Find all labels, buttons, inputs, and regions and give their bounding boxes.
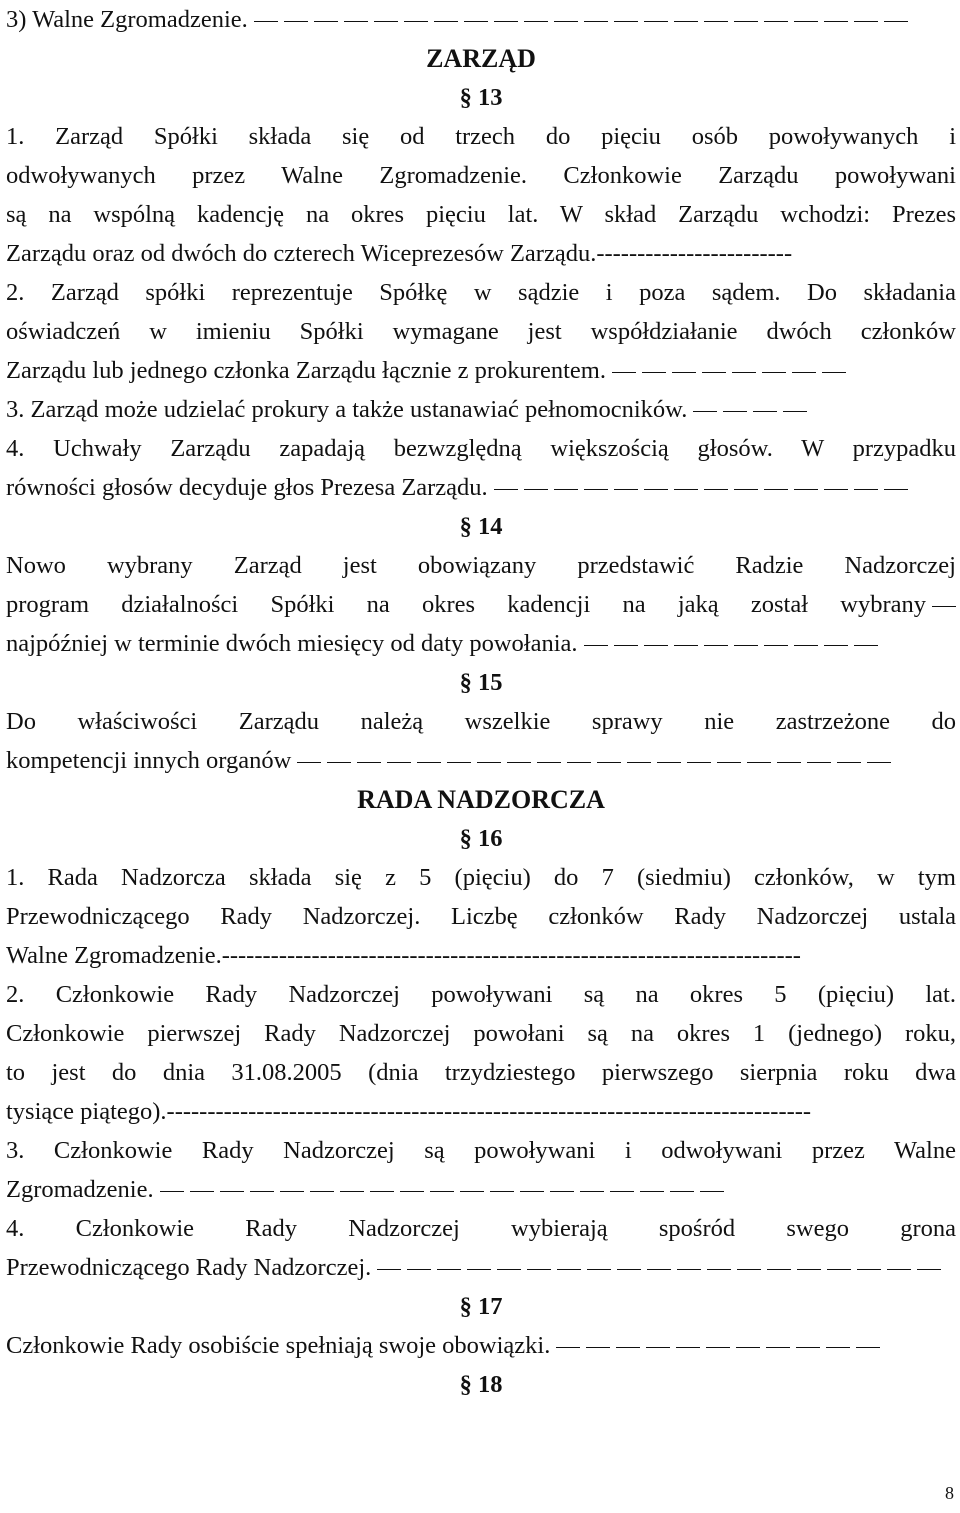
dash-filler — [327, 762, 351, 763]
paragraph-line — [6, 624, 956, 663]
dash-filler — [477, 762, 501, 763]
dash-filler — [417, 762, 441, 763]
dash-filler — [887, 1269, 911, 1270]
dash-filler — [704, 645, 728, 646]
paragraph-line — [6, 1248, 956, 1287]
dash-filler — [764, 21, 788, 22]
dash-filler — [524, 489, 548, 490]
dash-filler — [584, 645, 608, 646]
dash-filler — [723, 411, 747, 412]
dash-filler — [557, 1269, 581, 1270]
line-text: 2. Członkowie Rady Nadzorczej powoływani są na okres 5 (pięciu) lat. — [6, 981, 956, 1008]
paragraph-line — [6, 546, 956, 585]
line-text: tysiące piątego).------------------------------------------------------------------------------- — [6, 1098, 812, 1125]
dash-filler — [700, 1191, 724, 1192]
dash-filler — [644, 21, 668, 22]
dash-filler — [524, 21, 548, 22]
dash-filler — [707, 1269, 731, 1270]
dash-filler — [647, 1269, 671, 1270]
dash-filler — [430, 1191, 454, 1192]
line-text: § 17 — [459, 1293, 503, 1320]
paragraph-line — [6, 585, 956, 624]
line-text: Członkowie Rady osobiście spełniają swoje obowiązki. — [6, 1332, 551, 1359]
dash-filler — [640, 1191, 664, 1192]
dash-filler — [737, 1269, 761, 1270]
line-text: Zarządu lub jednego członka Zarządu łącznie z prokurentem. — [6, 357, 606, 384]
dash-filler — [797, 1269, 821, 1270]
dash-filler — [556, 1347, 580, 1348]
line-text: Zarządu oraz od dwóch do czterech Wiceprezesów Zarządu.------------------------ — [6, 240, 793, 267]
dash-filler — [702, 372, 726, 373]
section-heading — [6, 780, 956, 819]
paragraph-line — [6, 117, 956, 156]
paragraph-line — [6, 1092, 956, 1131]
line-text: RADA NADZORCZA — [357, 785, 605, 814]
dash-filler — [610, 1191, 634, 1192]
dash-filler — [494, 21, 518, 22]
paragraph-line — [6, 468, 956, 507]
line-text: 4. Członkowie Rady Nadzorczej wybierają spośród swego grona — [6, 1215, 956, 1242]
dash-filler — [614, 21, 638, 22]
dash-filler — [674, 645, 698, 646]
dash-filler — [537, 762, 561, 763]
dash-filler — [407, 1269, 431, 1270]
dash-filler — [734, 489, 758, 490]
dash-filler — [314, 21, 338, 22]
paragraph-line — [6, 156, 956, 195]
dash-filler — [527, 1269, 551, 1270]
dash-filler — [734, 21, 758, 22]
dash-filler — [614, 489, 638, 490]
dash-filler — [434, 21, 458, 22]
dash-filler — [497, 1269, 521, 1270]
dash-filler — [764, 645, 788, 646]
dash-filler — [932, 606, 956, 607]
dash-filler — [762, 372, 786, 373]
line-text: Przewodniczącego Rady Nadzorczej. — [6, 1254, 372, 1281]
line-text: 3. Zarząd może udzielać prokury a także ustanawiać pełnomocników. — [6, 396, 688, 423]
dash-filler — [400, 1191, 424, 1192]
dash-filler — [340, 1191, 364, 1192]
paragraph-number — [6, 1365, 956, 1404]
dash-filler — [627, 762, 651, 763]
dash-filler — [826, 1347, 850, 1348]
dash-filler — [717, 762, 741, 763]
paragraph-line — [6, 1131, 956, 1170]
section-heading — [6, 39, 956, 78]
line-text: 4. Uchwały Zarządu zapadają bezwzględną większością głosów. W przypadku — [6, 435, 956, 462]
dash-filler — [884, 21, 908, 22]
line-text: są na wspólną kadencję na okres pięciu lat. W skład Zarządu wchodzi: Prezes — [6, 201, 956, 228]
line-text: równości głosów decyduje głos Prezesa Zarządu. — [6, 474, 488, 501]
line-text: 2. Zarząd spółki reprezentuje Spółkę w sądzie i poza sądem. Do składania — [6, 279, 956, 306]
dash-filler — [670, 1191, 694, 1192]
paragraph-line — [6, 897, 956, 936]
dash-filler — [612, 372, 636, 373]
dash-filler — [297, 762, 321, 763]
dash-filler — [837, 762, 861, 763]
dash-filler — [792, 372, 816, 373]
page-number: 8 — [945, 1483, 954, 1503]
dash-filler — [777, 762, 801, 763]
dash-filler — [642, 372, 666, 373]
dash-filler — [824, 489, 848, 490]
line-text: § 13 — [459, 84, 503, 111]
line-text: 1. Rada Nadzorcza składa się z 5 (pięciu) do 7 (siedmiu) członków, w tym — [6, 864, 956, 891]
line-text: to jest do dnia 31.08.2005 (dnia trzydziestego pierwszego sierpnia roku dwa — [6, 1059, 956, 1086]
line-text: Walne Zgromadzenie.----------------------------------------------------------------------- — [6, 942, 801, 969]
dash-filler — [550, 1191, 574, 1192]
dash-filler — [284, 21, 308, 22]
line-text: oświadczeń w imieniu Spółki wymagane jest współdziałanie dwóch członków — [6, 318, 956, 345]
paragraph-line — [6, 975, 956, 1014]
dash-filler — [254, 21, 278, 22]
line-text: Zgromadzenie. — [6, 1176, 154, 1203]
dash-filler — [783, 411, 807, 412]
paragraph-line — [6, 936, 956, 975]
dash-filler — [646, 1347, 670, 1348]
paragraph-number — [6, 507, 956, 546]
dash-filler — [587, 1269, 611, 1270]
dash-filler — [794, 489, 818, 490]
paragraph-line — [6, 0, 956, 39]
dash-filler — [827, 1269, 851, 1270]
dash-filler — [554, 489, 578, 490]
dash-filler — [704, 21, 728, 22]
dash-filler — [250, 1191, 274, 1192]
paragraph-line — [6, 1170, 956, 1209]
line-text: § 16 — [459, 825, 503, 852]
paragraph-line — [6, 1326, 956, 1365]
paragraph-line — [6, 1053, 956, 1092]
dash-filler — [374, 21, 398, 22]
line-text: § 18 — [459, 1371, 503, 1398]
dash-filler — [567, 762, 591, 763]
dash-filler — [520, 1191, 544, 1192]
dash-filler — [706, 1347, 730, 1348]
dash-filler — [794, 645, 818, 646]
dash-filler — [693, 411, 717, 412]
dash-filler — [507, 762, 531, 763]
line-text: Do właściwości Zarządu należą wszelkie sprawy nie zastrzeżone do — [6, 708, 956, 735]
dash-filler — [370, 1191, 394, 1192]
line-text: 1. Zarząd Spółki składa się od trzech do pięciu osób powoływanych i — [6, 123, 956, 150]
line-text: Członkowie pierwszej Rady Nadzorczej powołani są na okres 1 (jednego) roku, — [6, 1020, 956, 1047]
line-text: odwoływanych przez Walne Zgromadzenie. Członkowie Zarządu powoływani — [6, 162, 956, 189]
line-text: program działalności Spółki na okres kadencji na jaką został wybrany — [6, 591, 926, 618]
dash-filler — [677, 1269, 701, 1270]
dash-filler — [387, 762, 411, 763]
line-text: 3. Członkowie Rady Nadzorczej są powoływani i odwoływani przez Walne — [6, 1137, 956, 1164]
dash-filler — [674, 21, 698, 22]
paragraph-line — [6, 1209, 956, 1248]
dash-filler — [917, 1269, 941, 1270]
dash-filler — [856, 1347, 880, 1348]
dash-filler — [494, 489, 518, 490]
dash-filler — [854, 645, 878, 646]
dash-filler — [404, 21, 428, 22]
dash-filler — [704, 489, 728, 490]
dash-filler — [824, 21, 848, 22]
dash-filler — [490, 1191, 514, 1192]
dash-filler — [554, 21, 578, 22]
dash-filler — [584, 21, 608, 22]
line-text: najpóźniej w terminie dwóch miesięcy od daty powołania. — [6, 630, 578, 657]
line-text: 3) Walne Zgromadzenie. — [6, 6, 248, 33]
line-text: ZARZĄD — [426, 44, 536, 73]
dash-filler — [657, 762, 681, 763]
dash-filler — [753, 411, 777, 412]
dash-filler — [822, 372, 846, 373]
dash-filler — [310, 1191, 334, 1192]
dash-filler — [584, 489, 608, 490]
paragraph-line — [6, 858, 956, 897]
paragraph-line — [6, 234, 956, 273]
dash-filler — [824, 645, 848, 646]
line-text: § 15 — [459, 669, 503, 696]
dash-filler — [674, 489, 698, 490]
dash-filler — [460, 1191, 484, 1192]
line-text: Przewodniczącego Rady Nadzorczej. Liczbę członków Rady Nadzorczej ustala — [6, 903, 956, 930]
paragraph-line — [6, 702, 956, 741]
dash-filler — [437, 1269, 461, 1270]
dash-filler — [854, 21, 878, 22]
dash-filler — [687, 762, 711, 763]
paragraph-number — [6, 78, 956, 117]
paragraph-number — [6, 1287, 956, 1326]
dash-filler — [597, 762, 621, 763]
paragraph-line — [6, 273, 956, 312]
dash-filler — [676, 1347, 700, 1348]
dash-filler — [467, 1269, 491, 1270]
paragraph-line — [6, 429, 956, 468]
line-text: kompetencji innych organów — [6, 747, 292, 774]
line-text: § 14 — [459, 513, 503, 540]
dash-filler — [796, 1347, 820, 1348]
paragraph-line — [6, 195, 956, 234]
dash-filler — [767, 1269, 791, 1270]
dash-filler — [614, 645, 638, 646]
dash-filler — [766, 1347, 790, 1348]
dash-filler — [747, 762, 771, 763]
dash-filler — [732, 372, 756, 373]
dash-filler — [672, 372, 696, 373]
dash-filler — [644, 645, 668, 646]
dash-filler — [280, 1191, 304, 1192]
dash-filler — [357, 762, 381, 763]
dash-filler — [586, 1347, 610, 1348]
paragraph-line — [6, 351, 956, 390]
dash-filler — [580, 1191, 604, 1192]
paragraph-number — [6, 663, 956, 702]
dash-filler — [616, 1347, 640, 1348]
dash-filler — [377, 1269, 401, 1270]
dash-filler — [884, 489, 908, 490]
dash-filler — [764, 489, 788, 490]
dash-filler — [736, 1347, 760, 1348]
dash-filler — [190, 1191, 214, 1192]
paragraph-line — [6, 1014, 956, 1053]
dash-filler — [344, 21, 368, 22]
dash-filler — [807, 762, 831, 763]
dash-filler — [617, 1269, 641, 1270]
paragraph-line — [6, 312, 956, 351]
line-text: Nowo wybrany Zarząd jest obowiązany przedstawić Radzie Nadzorczej — [6, 552, 956, 579]
dash-filler — [734, 645, 758, 646]
dash-filler — [447, 762, 471, 763]
dash-filler — [220, 1191, 244, 1192]
dash-filler — [854, 489, 878, 490]
dash-filler — [644, 489, 668, 490]
paragraph-line — [6, 741, 956, 780]
paragraph-line — [6, 390, 956, 429]
dash-filler — [794, 21, 818, 22]
dash-filler — [857, 1269, 881, 1270]
dash-filler — [160, 1191, 184, 1192]
paragraph-number — [6, 819, 956, 858]
dash-filler — [867, 762, 891, 763]
dash-filler — [464, 21, 488, 22]
document-body — [6, 0, 956, 1404]
